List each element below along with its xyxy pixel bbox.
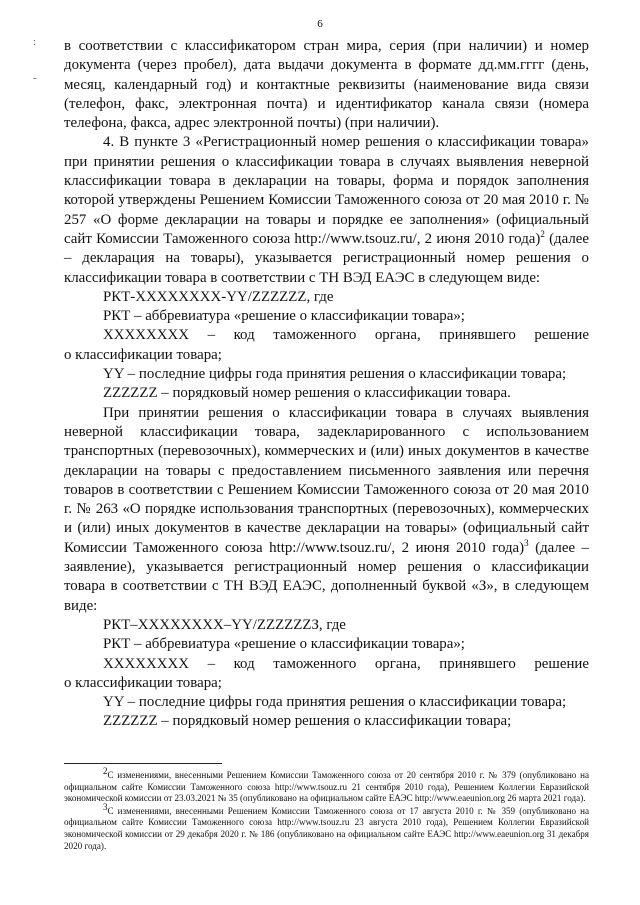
footnote: [64, 801, 589, 852]
definition-zz: ZZZZZZ – порядковый номер решения о классификации товара.: [103, 385, 511, 402]
margin-mark: :: [33, 36, 37, 48]
paragraph-text: При принятии решения о классификации товара в случаях выявления неверной классификации товара, задекларированного с использованием транспортных (перевозочных), коммерческих и (или) иных документов в качестве декларации на товары с предоставлением письменного заявления или перечня товаров в соответствии с Решением Комиссии Таможенного союза от 20 мая 2010 г. № 263 «О порядке использования транспортных (перевозочных), коммерческих и (или) иных документов в качестве декларации на товары» (официальный сайт Комиссии Таможенного союза http://www.tsouz.ru/, 2 июня 2010 года): [64, 404, 589, 556]
definition-line: XXXXXXXX – код таможенного органа, принявшего решение: [103, 655, 589, 672]
page-number: 6: [317, 18, 323, 30]
definition-zz: ZZZZZZ – порядковый номер решения о классификации товара;: [103, 713, 512, 730]
definition-rkt: РКТ – аббревиатура «решение о классификации товара»;: [103, 308, 465, 325]
footnote-ref-3: 3: [524, 537, 529, 548]
paragraph-text: 4. В пункте 3 «Регистрационный номер решения о классификации товара» при принятии решения о классификации товара в случаях выявления неверной классификации товара в декларации на товары, форма и порядок заполнения которой утверждены Решением Комиссии Таможенного союза от 20 мая 2010 г. № 257 «О форме декларации на товары и порядке ее заполнения» (официальный сайт Комиссии Таможенного союза http://www.tsouz.ru/, 2 июня 2010 года): [64, 134, 589, 247]
footnote-marker: 3: [103, 801, 108, 812]
definition-line: XXXXXXXX – код таможенного органа, принявшего решение: [103, 327, 589, 344]
paragraph-text: (далее – заявление), указывается регистрационный номер решения о классификации товара в соответствии с ТН ВЭД ЕАЭС, дополненный буквой «З», в следующем виде:: [64, 539, 589, 614]
definition-rkt: РКТ – аббревиатура «решение о классификации товара»;: [103, 636, 465, 653]
footnote-ref-2: 2: [540, 229, 545, 239]
margin-mark: -: [33, 72, 37, 84]
definition-yy: YY – последние цифры года принятия решения о классификации товара;: [103, 694, 567, 711]
paragraph-text: (далее – декларация на товары), указывается регистрационный номер решения о классификации товара в соответствии с ТН ВЭД ЕАЭС в следующем виде:: [64, 230, 589, 286]
paragraph-declaration: [64, 404, 589, 616]
number-format-2: РКТ–XXXXXXXX–YY/ZZZZZZЗ, где: [103, 616, 346, 633]
paragraph-continuation: в соответствии с классификатором стран мира, серия (при наличии) и номер документа (через пробел), дата выдачи документа в формате дд.мм.гггг (день, месяц, календарный год) и контактные реквизиты (наименование вида связи (телефон, факс, электронная почта) и идентификатор канала связи (номера телефона, факса, адрес электронной почты) (при наличии).: [64, 38, 589, 132]
definition-xx: [64, 326, 589, 365]
footnote-text: С изменениями, внесенными Решением Комиссии Таможенного союза от 17 августа 2010 г. № 359 (опубликовано на официальном сайте Комиссии Таможенного союза http://www.tsouz.ru 23 августа 2010 года), Решением Коллегии Евразийской экономической комиссии от 29 декабря 2020 г. № 186 (опубликовано на официальном сайте ЕАЭС http://www.eaeunion.org 31 декабря 2020 года).: [64, 805, 589, 851]
definition-yy: YY – последние цифры года принятия решения о классификации товара;: [103, 366, 567, 383]
definition-line: о классификации товара;: [64, 346, 222, 363]
paragraph-item-4: [64, 133, 589, 287]
footnotes: [64, 765, 589, 853]
footnote-divider: [64, 763, 222, 764]
footnote-text: С изменениями, внесенными Решением Комиссии Таможенного союза от 20 сентября 2010 г. № 379 (опубликовано на официальном сайте Комиссии Таможенного союза http://www.tsouz.ru 21 сентября 2010 года), Решением Коллегии Евразийской экономической комиссии от 23.03.2021 № 35 (опубликовано на официальном сайте ЕАЭС http://www.eaeunion.org 26 марта 2021 года).: [64, 770, 589, 804]
footnote-marker: 2: [103, 765, 108, 776]
definition-xx: [64, 655, 589, 694]
footnote: [64, 765, 589, 805]
definition-line: о классификации товара;: [64, 674, 222, 691]
document-body: [64, 37, 589, 732]
number-format-1: РКТ-XXXXXXXX-YY/ZZZZZZ, где: [103, 288, 334, 305]
